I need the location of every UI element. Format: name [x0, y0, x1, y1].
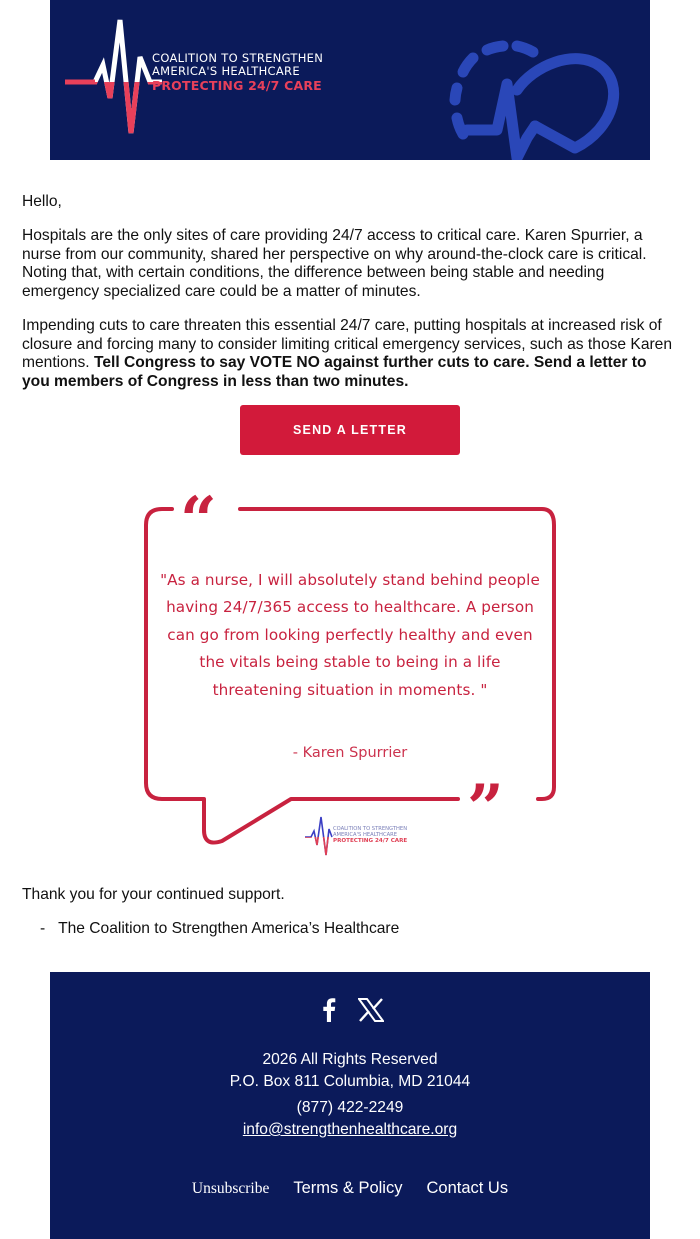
action-paragraph — [22, 317, 678, 391]
copyright: 2026 All Rights Reserved — [262, 1051, 438, 1068]
phone-number: (877) 422-2249 — [296, 1099, 404, 1116]
svg-text:”: ” — [467, 771, 504, 846]
signoff-name: The Coalition to Strengthen America’s Healthcare — [58, 920, 400, 937]
mini-logo-tagline: PROTECTING 24/7 CARE — [333, 838, 408, 844]
x-icon — [358, 998, 384, 1022]
heartbeat-pulse-icon — [303, 815, 333, 859]
contact-us-link[interactable]: Contact Us — [426, 1179, 509, 1197]
terms-policy-link[interactable]: Terms & Policy — [293, 1179, 403, 1197]
clock-heart-pulse-icon — [445, 38, 650, 160]
unsubscribe-link[interactable]: Unsubscribe — [191, 1180, 270, 1197]
heartbeat-pulse-icon — [65, 18, 165, 143]
greeting: Hello, — [22, 193, 62, 210]
quote-text: "As a nurse, I will absolutely stand behind people having 24/7/365 access to healthcare. A person can go from looking perfectly healthy and even the vitals being stable to being in a life threatening situation in moments. " — [160, 571, 540, 699]
svg-text:“: “ — [180, 485, 217, 558]
action-paragraph-callout: Tell Congress to say VOTE NO against further cuts to care. Send a letter to you members of Congress in less than two minutes. — [22, 354, 647, 390]
signoff-dash: - — [40, 920, 46, 937]
logo-text — [152, 52, 323, 93]
footer-links — [50, 1179, 650, 1198]
mini-logo — [303, 815, 408, 864]
send-letter-button[interactable]: SEND A LETTER — [240, 405, 460, 455]
mini-logo-line-2: AMERICA'S HEALTHCARE — [333, 832, 397, 838]
logo-line-2: AMERICA'S HEALTHCARE — [152, 64, 300, 78]
footer — [50, 972, 650, 1239]
x-link[interactable] — [358, 996, 384, 1024]
quote-author: - Karen Spurrier — [292, 745, 408, 761]
intro-paragraph: Hospitals are the only sites of care providing 24/7 access to critical care. Karen Spurrier, a nurse from our community, shared her perspective on why around-the-clock care is critical. Noting that, with certain conditions, the difference between being stable and needing emergency specialized care could be a matter of minutes. — [22, 227, 647, 300]
facebook-link[interactable] — [316, 996, 342, 1024]
action-paragraph-text: Impending cuts to care threaten this essential 24/7 care, putting hospitals at increased risk of closure and forcing many to consider limiting critical emergency services, such as those Karen mentions. — [22, 317, 673, 371]
mailing-address: P.O. Box 811 Columbia, MD 21044 — [229, 1073, 471, 1090]
facebook-icon — [322, 998, 336, 1022]
signoff — [40, 920, 399, 938]
quote-card — [140, 485, 565, 870]
open-quote-icon — [180, 485, 217, 558]
logo-line-1: COALITION TO STRENGTHEN — [152, 51, 324, 65]
email-link[interactable]: info@strengthenhealthcare.org — [242, 1121, 458, 1138]
email-address — [50, 1121, 650, 1139]
header-banner — [50, 0, 650, 160]
mini-logo-line-1: COALITION TO STRENGTHEN — [333, 826, 408, 832]
close-quote-icon — [467, 771, 504, 846]
social-links — [50, 996, 650, 1024]
logo-tagline: PROTECTING 24/7 CARE — [152, 78, 322, 93]
thanks-line: Thank you for your continued support. — [22, 886, 285, 903]
